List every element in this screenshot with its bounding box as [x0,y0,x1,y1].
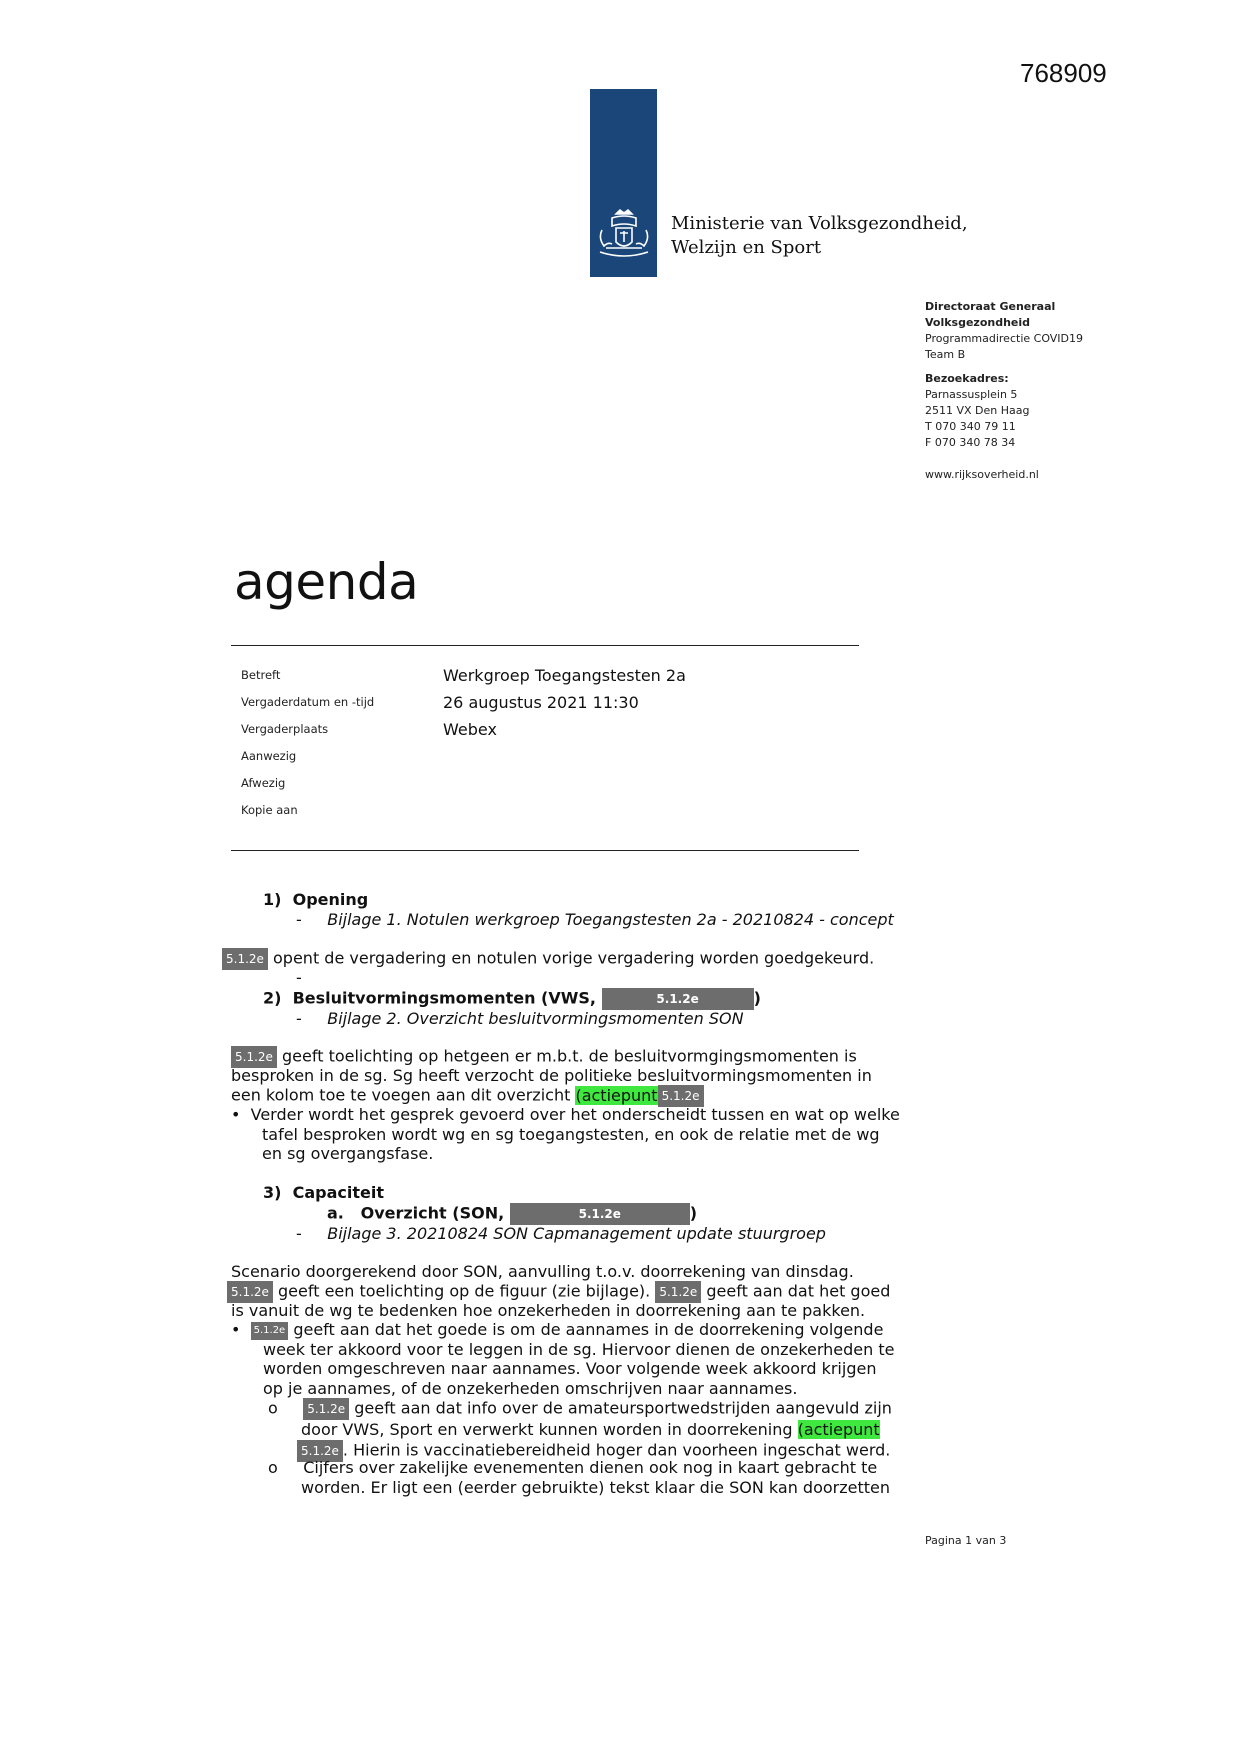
meta-label-copy: Kopie aan [241,803,298,817]
section-2-paragraph-line-3: een kolom toe te voegen aan dit overzicht (actiepunt 5.1.2e [231,1085,704,1107]
sender-phone: T 070 340 79 11 [925,420,1016,433]
section-3-paragraph-line-2: 5.1.2e geeft een toelichting op de figuur (zie bijlage). 5.1.2e geeft aan dat het goed [227,1281,890,1303]
page-number: Pagina 1 van 3 [925,1534,1007,1547]
sender-dept: Programmadirectie COVID19 [925,332,1084,345]
redaction: 5.1.2e [658,1085,704,1107]
meta-label-absent: Afwezig [241,776,286,790]
redaction: 5.1.2e [227,1281,273,1303]
visit-address-label: Bezoekadres: [925,372,1009,385]
section-2-attachment: - Bijlage 2. Overzicht besluitvormingsmomenten SON [296,1009,744,1028]
section-1-title: Opening [292,890,369,909]
meta-label-datetime: Vergaderdatum en -tijd [241,695,375,709]
sender-city: 2511 VX Den Haag [925,404,1030,417]
attachment-2: Bijlage 2. Overzicht besluitvormingsmomenten SON [327,1009,744,1028]
attachment-1: Bijlage 1. Notulen werkgroep Toegangstesten 2a - 20210824 - concept [327,910,894,929]
redaction: 5.1.2e [510,1203,690,1225]
section-1-paragraph: 5.1.2e opent de vergadering en notulen vorige vergadering worden goedgekeurd. [222,948,874,970]
redaction: 5.1.2e [602,988,754,1010]
meta-value-datetime: 26 augustus 2021 11:30 [443,693,639,712]
sub-bullet-2: o Cijfers over zakelijke evenementen dienen ook nog in kaart gebracht te worden. Er ligt een (eerder gebruikte) tekst klaar die SON kan doorzetten [268,1458,890,1497]
ministry-name [671,212,968,260]
section-1-number: 1) [263,890,282,909]
section-3-attachment: - Bijlage 3. 20210824 SON Capmanagement update stuurgroep [296,1224,826,1243]
section-2-paragraph-line-2: besproken in de sg. Sg heeft verzocht de politieke besluitvormingsmomenten in [231,1066,872,1085]
sender-website: www.rijksoverheid.nl [925,468,1039,481]
section-1-attachment: - Bijlage 1. Notulen werkgroep Toegangstesten 2a - 20210824 - concept [296,910,894,929]
redaction: 5.1.2e [303,1398,349,1420]
section-2-bullet: • Verder wordt het gesprek gevoerd over het onderscheidt tussen en wat op welke tafel besproken wordt wg en sg toegangstesten, en ook de relatie met de wg en sg overgangsfase. [231,1105,900,1163]
section-2-heading: 2) Besluitvormingsmomenten (VWS, 5.1.2e ) [263,988,761,1010]
sender-team: Team B [925,348,966,361]
ministry-line-2: Welzijn en Sport [671,237,822,258]
coat-of-arms-icon [594,208,654,264]
redaction: 5.1.2e [297,1440,343,1462]
ministry-line-1: Ministerie van Volksgezondheid, [671,213,968,234]
section-3-paragraph-line-1: Scenario doorgerekend door SON, aanvulling t.o.v. doorrekening van dinsdag. [231,1262,854,1281]
section-2-paragraph-line-1: 5.1.2e geeft toelichting op hetgeen er m.b.t. de besluitvormgingsmomenten is [231,1046,857,1068]
document-number: 768909 [1020,58,1107,88]
page-title: agenda [234,553,419,611]
meta-label-subject: Betreft [241,668,281,682]
sender-fax: F 070 340 78 34 [925,436,1016,449]
redaction: 5.1.2e [251,1322,289,1340]
meta-label-present: Aanwezig [241,749,297,763]
action-point-highlight: (actiepunt [797,1420,880,1439]
redaction: 5.1.2e [655,1281,701,1303]
section-3a-heading: a. Overzicht (SON, 5.1.2e ) [327,1203,697,1225]
meta-label-location: Vergaderplaats [241,722,329,736]
top-divider [231,645,859,646]
meta-value-location: Webex [443,720,497,739]
sub-bullet-1: o 5.1.2e geeft aan dat info over de amateursportwedstrijden aangevuld zijn door VWS, Sport en verwerkt kunnen worden in doorrekening (actiepunt 5.1.2e . Hierin is vaccinatiebereidheid hoger dan voorheen ingeschat werd. [268,1398,892,1462]
section-1-heading [263,890,368,910]
redaction: 5.1.2e [231,1046,277,1068]
sender-org-2: Volksgezondheid [925,316,1031,329]
dash-line: - [296,968,302,987]
meta-value-subject: Werkgroep Toegangstesten 2a [443,666,686,685]
attachment-3: Bijlage 3. 20210824 SON Capmanagement update stuurgroep [327,1224,826,1243]
sender-street: Parnassusplein 5 [925,388,1018,401]
section-3-heading: 3) Capaciteit [263,1183,384,1202]
sender-org-1: Directoraat Generaal [925,300,1056,313]
action-point-highlight: (actiepunt [575,1085,658,1105]
section-3-bullet: • 5.1.2e geeft aan dat het goede is om de aannames in de doorrekening volgende week ter akkoord voor te leggen in de sg. Hiervoor dienen de onzekerheden te worden omgeschreven naar aannames. Voor volgende week akkoord krijgen op je aannames, of de onzekerheden omschrijven naar aannames. [231,1320,895,1398]
redaction: 5.1.2e [222,948,268,970]
section-3-paragraph-line-3: is vanuit de wg te bedenken hoe onzekerheden in doorrekening aan te pakken. [231,1301,866,1320]
bottom-divider [231,850,859,851]
sender-block [925,299,1083,483]
